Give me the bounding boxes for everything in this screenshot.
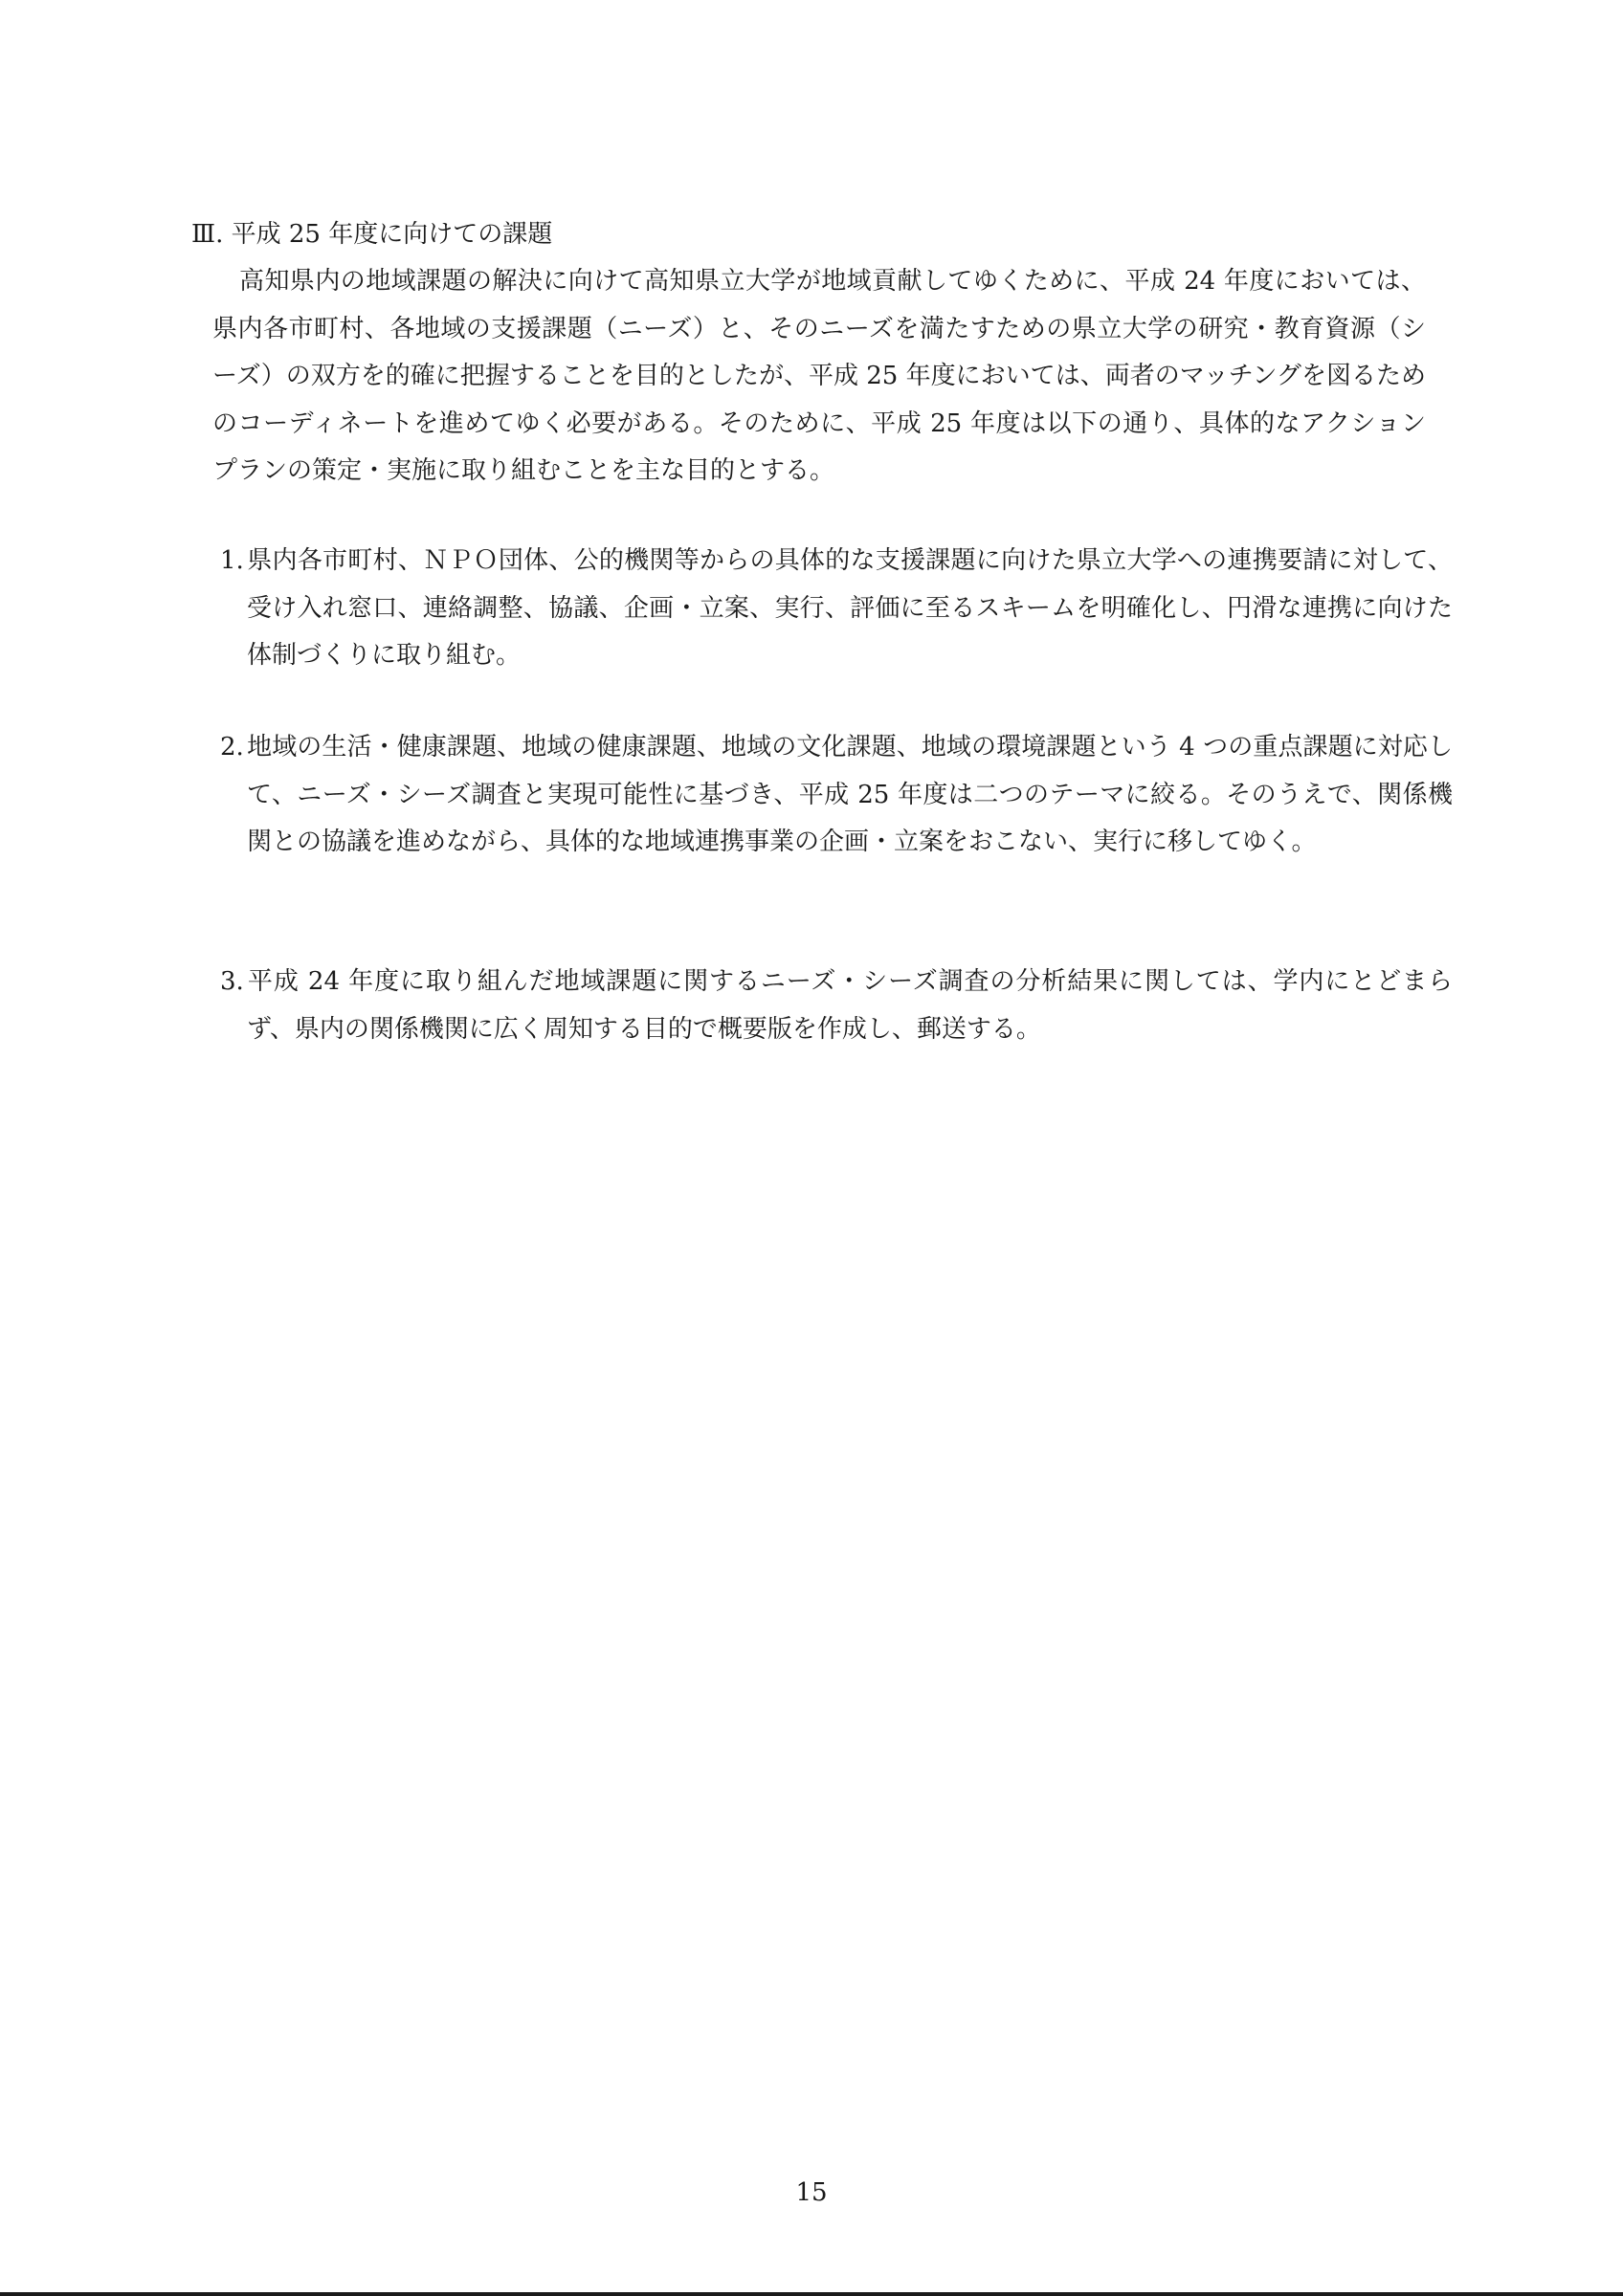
intro-paragraph: 高知県内の地域課題の解決に向けて高知県立大学が地域貢献してゆくために、平成 24 年度においては、県内各市町村、各地域の支援課題（ニーズ）と、そのニーズを満たすための県立大学の研究・教育資源（シーズ）の双方を的確に把握することを目的としたが、平成 25 年度においては、両者のマッチングを図るためのコーディネートを進めてゆく必要がある。そのために、平成 25 年度は以下の通り、具体的なアクションプランの策定・実施に取り組むことを主な目的とする。 [212, 267, 1426, 485]
page-number: 15 [795, 2178, 828, 2207]
list-item-number: 1. [220, 546, 244, 575]
section-heading: Ⅲ. 平成 25 年度に向けての課題 [191, 220, 553, 249]
list-item-number: 2. [220, 733, 244, 762]
list-item-text: 平成 24 年度に取り組んだ地域課題に関するニーズ・シーズ調査の分析結果に関しては、学内にとどまらず、県内の関係機関に広く周知する目的で概要版を作成し、郵送する。 [247, 967, 1453, 1044]
list-item [220, 724, 1453, 867]
list-item [220, 538, 1453, 680]
list-item-text: 県内各市町村、ＮＰＯ団体、公的機関等からの具体的な支援課題に向けた県立大学への連携要請に対して、受け入れ窓口、連絡調整、協議、企画・立案、実行、評価に至るスキームを明確化し、円滑な連携に向けた体制づくりに取り組む。 [247, 546, 1453, 670]
list-item [220, 959, 1453, 1053]
list-item-text: 地域の生活・健康課題、地域の健康課題、地域の文化課題、地域の環境課題という 4 つの重点課題に対応して、ニーズ・シーズ調査と実現可能性に基づき、平成 25 年度は二つのテーマに絞る。そのうえで、関係機関との協議を進めながら、具体的な地域連携事業の企画・立案をおこない、実行に移してゆく。 [247, 733, 1453, 856]
bottom-border-line [0, 2292, 1623, 2296]
list-item-number: 3. [220, 967, 244, 996]
